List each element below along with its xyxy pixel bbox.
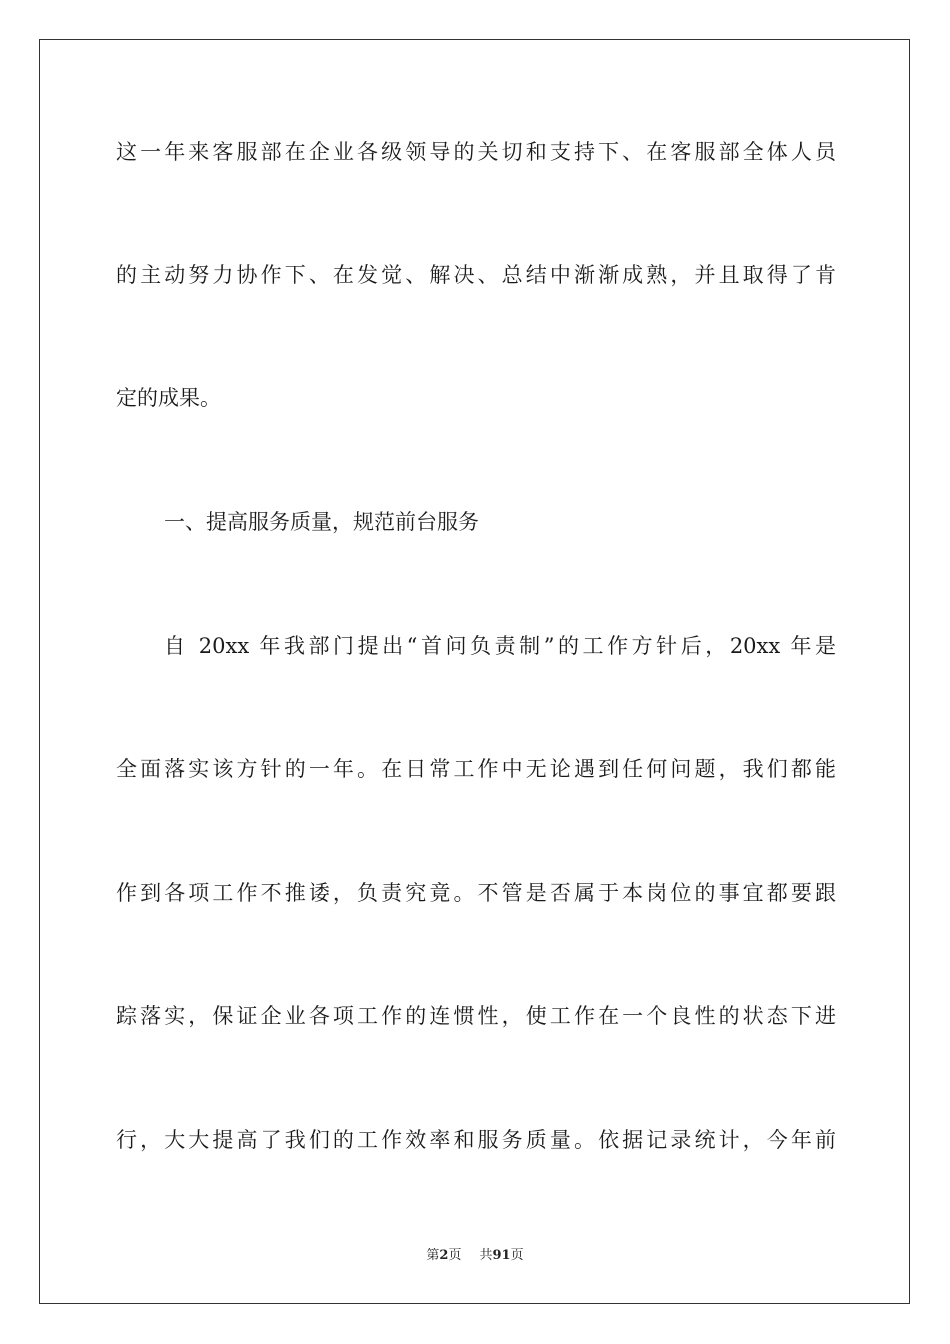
page-prefix: 第 <box>426 1248 440 1263</box>
page-footer <box>0 1247 950 1265</box>
paragraph-line-6: 全面落实该方针的一年。在日常工作中无论遇到任何问题，我们都能 <box>116 757 836 781</box>
page-frame <box>39 39 910 1304</box>
paragraph-line-5: 自 20xx 年我部门提出“首问负责制”的工作方针后，20xx 年是 <box>164 634 836 658</box>
paragraph-line-8: 踪落实，保证企业各项工作的连惯性，使工作在一个良性的状态下进 <box>116 1004 836 1028</box>
paragraph-line-3: 定的成果。 <box>116 386 221 410</box>
page-suffix: 页 <box>448 1248 462 1263</box>
total-prefix: 共 <box>479 1248 493 1263</box>
paragraph-line-9: 行，大大提高了我们的工作效率和服务质量。依据记录统计，今年前 <box>116 1128 836 1152</box>
paragraph-line-1: 这一年来客服部在企业各级领导的关切和支持下、在客服部全体人员 <box>116 140 836 164</box>
total-pages: 91 <box>492 1248 511 1263</box>
total-suffix: 页 <box>510 1248 524 1263</box>
paragraph-line-7: 作到各项工作不推诿，负责究竟。不管是否属于本岗位的事宜都要跟 <box>116 881 836 905</box>
page-number: 2 <box>439 1248 449 1263</box>
section-heading: 一、提高服务质量，规范前台服务 <box>164 510 479 534</box>
paragraph-line-2: 的主动努力协作下、在发觉、解决、总结中渐渐成熟，并且取得了肯 <box>116 263 836 287</box>
